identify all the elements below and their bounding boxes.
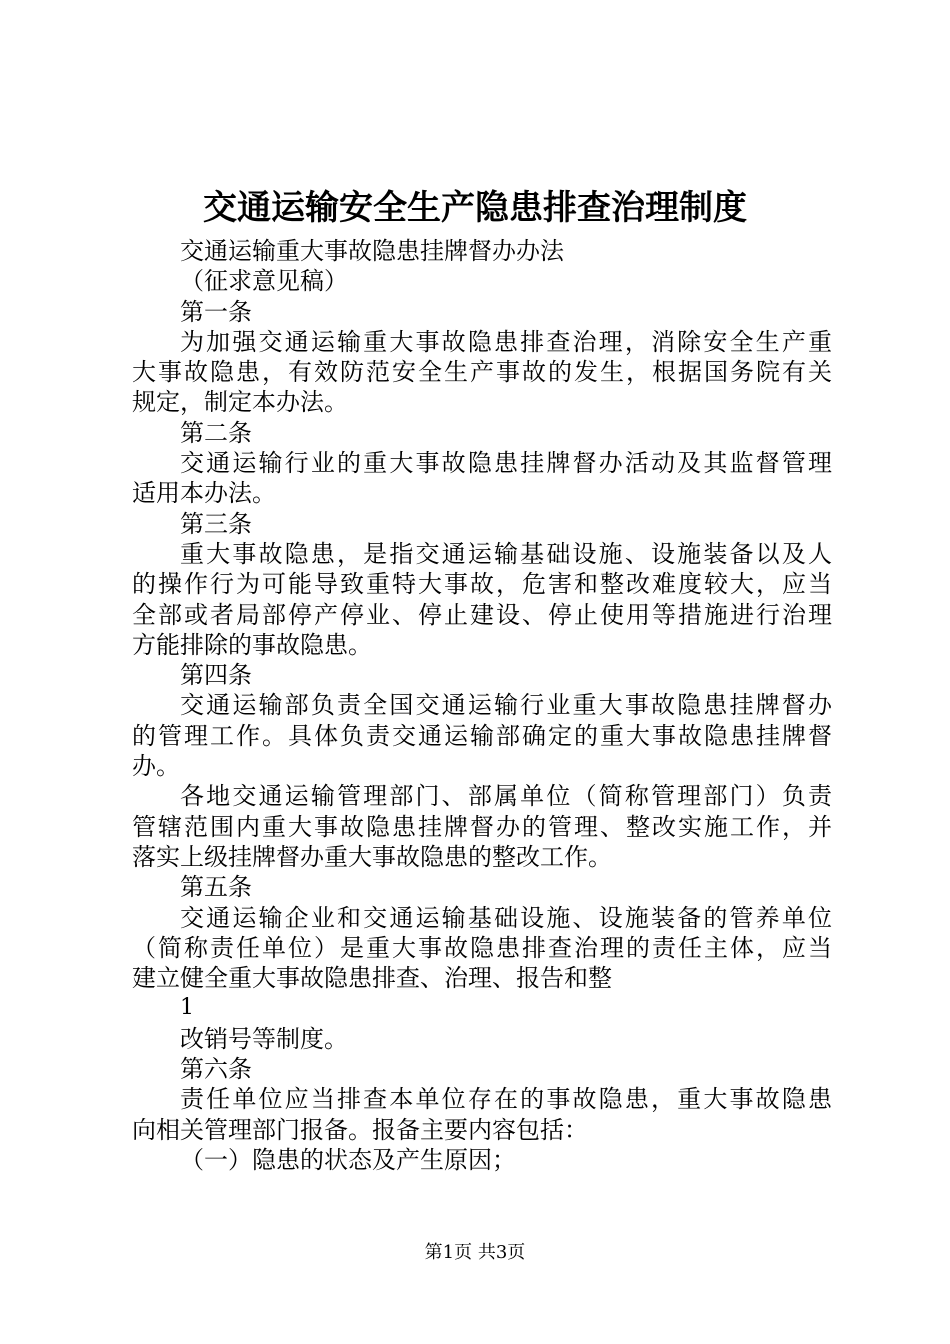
text-line: 适用本办法。 (132, 479, 276, 508)
page-footer: 第1页 共3页 (424, 1242, 526, 1263)
text-line: 的管理工作。具体负责交通运输部确定的重大事故隐患挂牌督 (132, 721, 832, 750)
text-line: 第六条 (180, 1055, 252, 1084)
text-line: 交通运输重大事故隐患挂牌督办办法 (180, 237, 564, 265)
text-line: 管辖范围内重大事故隐患挂牌督办的管理、整改实施工作，并 (132, 812, 832, 841)
text-line: 的操作行为可能导致重特大事故，危害和整改难度较大，应当 (132, 570, 832, 599)
inline-page-number: 1 (180, 995, 194, 1021)
text-line: （一）隐患的状态及产生原因； (180, 1145, 516, 1174)
text-line: 向相关管理部门报备。报备主要内容包括： (132, 1115, 588, 1144)
text-line: 各地交通运输管理部门、部属单位（简称管理部门）负责 (180, 782, 832, 811)
text-line: 为加强交通运输重大事故隐患排查治理，消除安全生产重 (180, 327, 832, 356)
text-line: 方能排除的事故隐患。 (132, 630, 372, 659)
text-line: 落实上级挂牌督办重大事故隐患的整改工作。 (132, 842, 612, 871)
text-line: 第二条 (180, 418, 252, 447)
text-line: 建立健全重大事故隐患排查、治理、报告和整 (132, 964, 612, 993)
text-line: 交通运输企业和交通运输基础设施、设施装备的管养单位 (180, 903, 832, 932)
text-line: 改销号等制度。 (180, 1024, 348, 1053)
text-line: 全部或者局部停产停业、停止建设、停止使用等措施进行治理 (132, 600, 832, 629)
text-line: （简称责任单位）是重大事故隐患排查治理的责任主体，应当 (132, 933, 832, 962)
text-line: 第五条 (180, 873, 252, 902)
text-line: 办。 (132, 752, 180, 781)
text-line: （征求意见稿） (180, 267, 348, 296)
text-line: 第一条 (180, 297, 252, 326)
text-line: 重大事故隐患，是指交通运输基础设施、设施装备以及人 (180, 539, 832, 568)
text-line: 大事故隐患，有效防范安全生产事故的发生，根据国务院有关 (132, 358, 832, 387)
text-line: 责任单位应当排查本单位存在的事故隐患，重大事故隐患 (180, 1085, 832, 1114)
text-line: 第四条 (180, 661, 252, 690)
document-body (132, 236, 832, 1175)
text-line: 交通运输行业的重大事故隐患挂牌督办活动及其监督管理 (180, 449, 832, 478)
text-line: 交通运输部负责全国交通运输行业重大事故隐患挂牌督办 (180, 691, 832, 720)
text-line: 第三条 (180, 509, 252, 538)
text-line: 规定，制定本办法。 (132, 388, 348, 417)
document-title: 交通运输安全生产隐患排查治理制度 (203, 188, 747, 228)
